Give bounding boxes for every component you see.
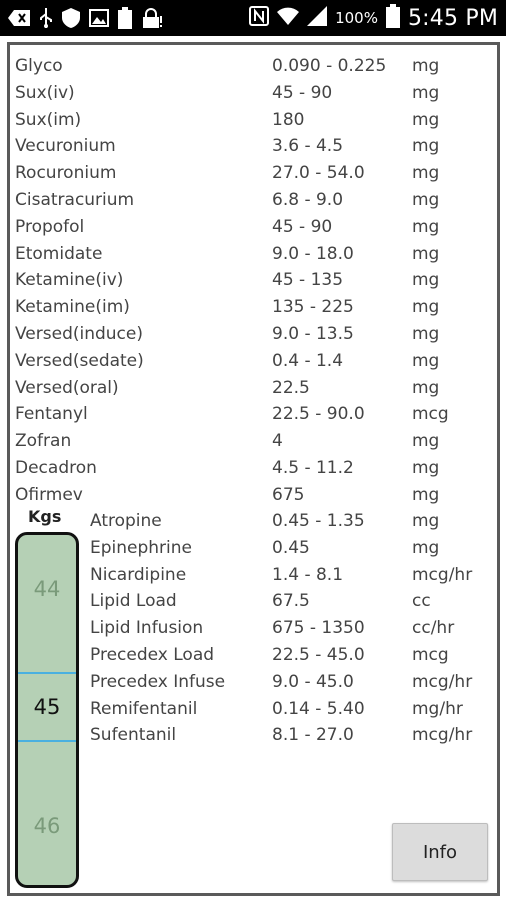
drug-row (10, 133, 490, 160)
drug-name: Ofirmev (15, 484, 83, 505)
drug-unit: mg (412, 56, 440, 76)
battery-icon (386, 4, 400, 32)
drug-unit: mcg/hr (412, 725, 473, 746)
drug-row (10, 482, 490, 509)
drug-dose: 3.6 - 4.5 (272, 136, 344, 157)
drug-name: Fentanyl (15, 404, 88, 425)
drug-unit: mg (412, 377, 440, 398)
drug-row (10, 588, 490, 615)
drug-dose: 180 (272, 109, 305, 130)
drug-row (10, 455, 490, 482)
drug-row (10, 348, 490, 375)
drug-unit: mg (412, 350, 440, 371)
drug-name: Versed(induce) (15, 324, 143, 344)
drug-name: Versed(oral) (15, 377, 119, 398)
drug-dose: 22.5 - 90.0 (272, 404, 365, 425)
battery-percent: 100% (335, 9, 378, 27)
drug-name: Lipid Infusion (90, 618, 204, 639)
drug-row (10, 642, 490, 669)
drug-dose: 22.5 - 45.0 (272, 645, 365, 665)
drug-dose: 4.5 - 11.2 (272, 458, 354, 478)
drug-dose: 0.090 - 0.225 (272, 56, 387, 76)
drug-dose: 8.1 - 27.0 (272, 725, 354, 746)
drug-row (10, 214, 490, 241)
drug-name: Sufentanil (90, 725, 177, 746)
drug-dose: 67.5 (272, 591, 310, 612)
drug-row (10, 321, 490, 348)
drug-dose: 675 (272, 484, 305, 505)
drug-name: Glyco (15, 56, 63, 76)
drug-row (10, 508, 490, 535)
drug-row (10, 107, 490, 134)
drug-row (10, 722, 490, 749)
drug-unit: mg (412, 190, 440, 210)
drug-row (10, 428, 490, 455)
drug-unit: mg (412, 458, 440, 478)
usb-icon (39, 8, 53, 28)
drug-row (10, 80, 490, 107)
drug-dose: 45 - 90 (272, 216, 333, 237)
drug-dose: 6.8 - 9.0 (272, 190, 344, 210)
drug-row (10, 375, 490, 402)
drug-dose: 4 (272, 431, 283, 452)
drug-unit: mcg (412, 645, 449, 665)
drug-dose: 45 - 135 (272, 270, 344, 291)
drug-row (10, 562, 490, 589)
lock-alert-icon (141, 8, 163, 28)
drug-unit: mg/hr (412, 698, 463, 719)
drug-dose: 0.45 - 1.35 (272, 511, 365, 531)
drug-name: Decadron (15, 458, 97, 478)
drug-unit: mg (412, 109, 440, 130)
image-icon (89, 9, 109, 27)
drug-name: Precedex Load (90, 645, 215, 665)
drug-row (10, 267, 490, 294)
drug-name: Ketamine(iv) (15, 270, 124, 291)
drug-unit: mcg/hr (412, 564, 473, 585)
drug-row (10, 187, 490, 214)
drug-row (10, 294, 490, 321)
drug-name: Precedex Infuse (90, 671, 226, 692)
drug-dose: 135 - 225 (272, 297, 354, 318)
weight-unit-label: Kgs (28, 507, 62, 526)
drug-unit: mg (412, 297, 440, 318)
weight-option-prev[interactable]: 44 (33, 577, 61, 601)
drug-unit: mg (412, 216, 440, 237)
nfc-icon (249, 6, 269, 30)
drug-name: Epinephrine (90, 537, 192, 558)
wifi-icon (277, 7, 299, 29)
drug-unit: mcg (412, 404, 449, 425)
drug-name: Lipid Load (90, 591, 177, 612)
drug-name: Atropine (90, 511, 162, 531)
drug-row (10, 53, 490, 80)
battery-full-icon (118, 7, 132, 29)
drug-dose: 9.0 - 13.5 (272, 324, 354, 344)
drug-unit: mg (412, 431, 440, 452)
status-bar (0, 0, 506, 36)
drug-dose: 27.0 - 54.0 (272, 163, 365, 184)
weight-option-selected[interactable]: 45 (33, 695, 61, 719)
drug-unit: cc (412, 591, 431, 612)
clock: 5:45 PM (407, 5, 498, 31)
drug-unit: mg (412, 163, 440, 184)
drug-dose: 0.45 (272, 537, 310, 558)
drug-name: Vecuronium (15, 136, 116, 157)
drug-dose: 0.14 - 5.40 (272, 698, 365, 719)
system-icons (249, 0, 498, 36)
drug-row (10, 160, 490, 187)
drug-name: Versed(sedate) (15, 350, 144, 371)
drug-unit: mg (412, 270, 440, 291)
drug-unit: mg (412, 537, 440, 558)
drug-row (10, 615, 490, 642)
drug-name: Rocuronium (15, 163, 117, 184)
signal-icon (307, 6, 327, 30)
drug-name: Ketamine(im) (15, 297, 130, 318)
drug-name: Etomidate (15, 243, 103, 264)
drug-name: Sux(iv) (15, 82, 75, 103)
drug-dose: 1.4 - 8.1 (272, 564, 344, 585)
drug-unit: mg (412, 511, 440, 531)
drug-dose: 675 - 1350 (272, 618, 365, 639)
drug-row (10, 535, 490, 562)
drug-name: Propofol (15, 216, 85, 237)
backspace-icon (8, 10, 30, 26)
drug-dose: 45 - 90 (272, 82, 333, 103)
drug-name: Zofran (15, 431, 72, 452)
drug-unit: mg (412, 243, 440, 264)
drug-row (10, 696, 490, 723)
shield-icon (62, 8, 80, 28)
drug-unit: mg (412, 82, 440, 103)
drug-unit: mg (412, 136, 440, 157)
drug-name: Cisatracurium (15, 190, 135, 210)
drug-name: Nicardipine (90, 564, 187, 585)
drug-row (10, 669, 490, 696)
weight-picker[interactable] (15, 532, 79, 888)
notification-icons (8, 0, 163, 36)
drug-name: Sux(im) (15, 109, 82, 130)
drug-row (10, 241, 490, 268)
drug-unit: mg (412, 324, 440, 344)
drug-row (10, 401, 490, 428)
drug-unit: mcg/hr (412, 671, 473, 692)
drug-dose: 0.4 - 1.4 (272, 350, 344, 371)
dosing-panel (7, 42, 500, 896)
weight-option-next[interactable]: 46 (33, 814, 61, 838)
drug-dose: 9.0 - 18.0 (272, 243, 354, 264)
drug-dose: 9.0 - 45.0 (272, 671, 354, 692)
drug-dose: 22.5 (272, 377, 310, 398)
drug-unit: mg (412, 484, 440, 505)
drug-unit: cc/hr (412, 618, 455, 639)
info-button[interactable]: Info (392, 823, 488, 881)
drug-name: Remifentanil (90, 698, 198, 719)
